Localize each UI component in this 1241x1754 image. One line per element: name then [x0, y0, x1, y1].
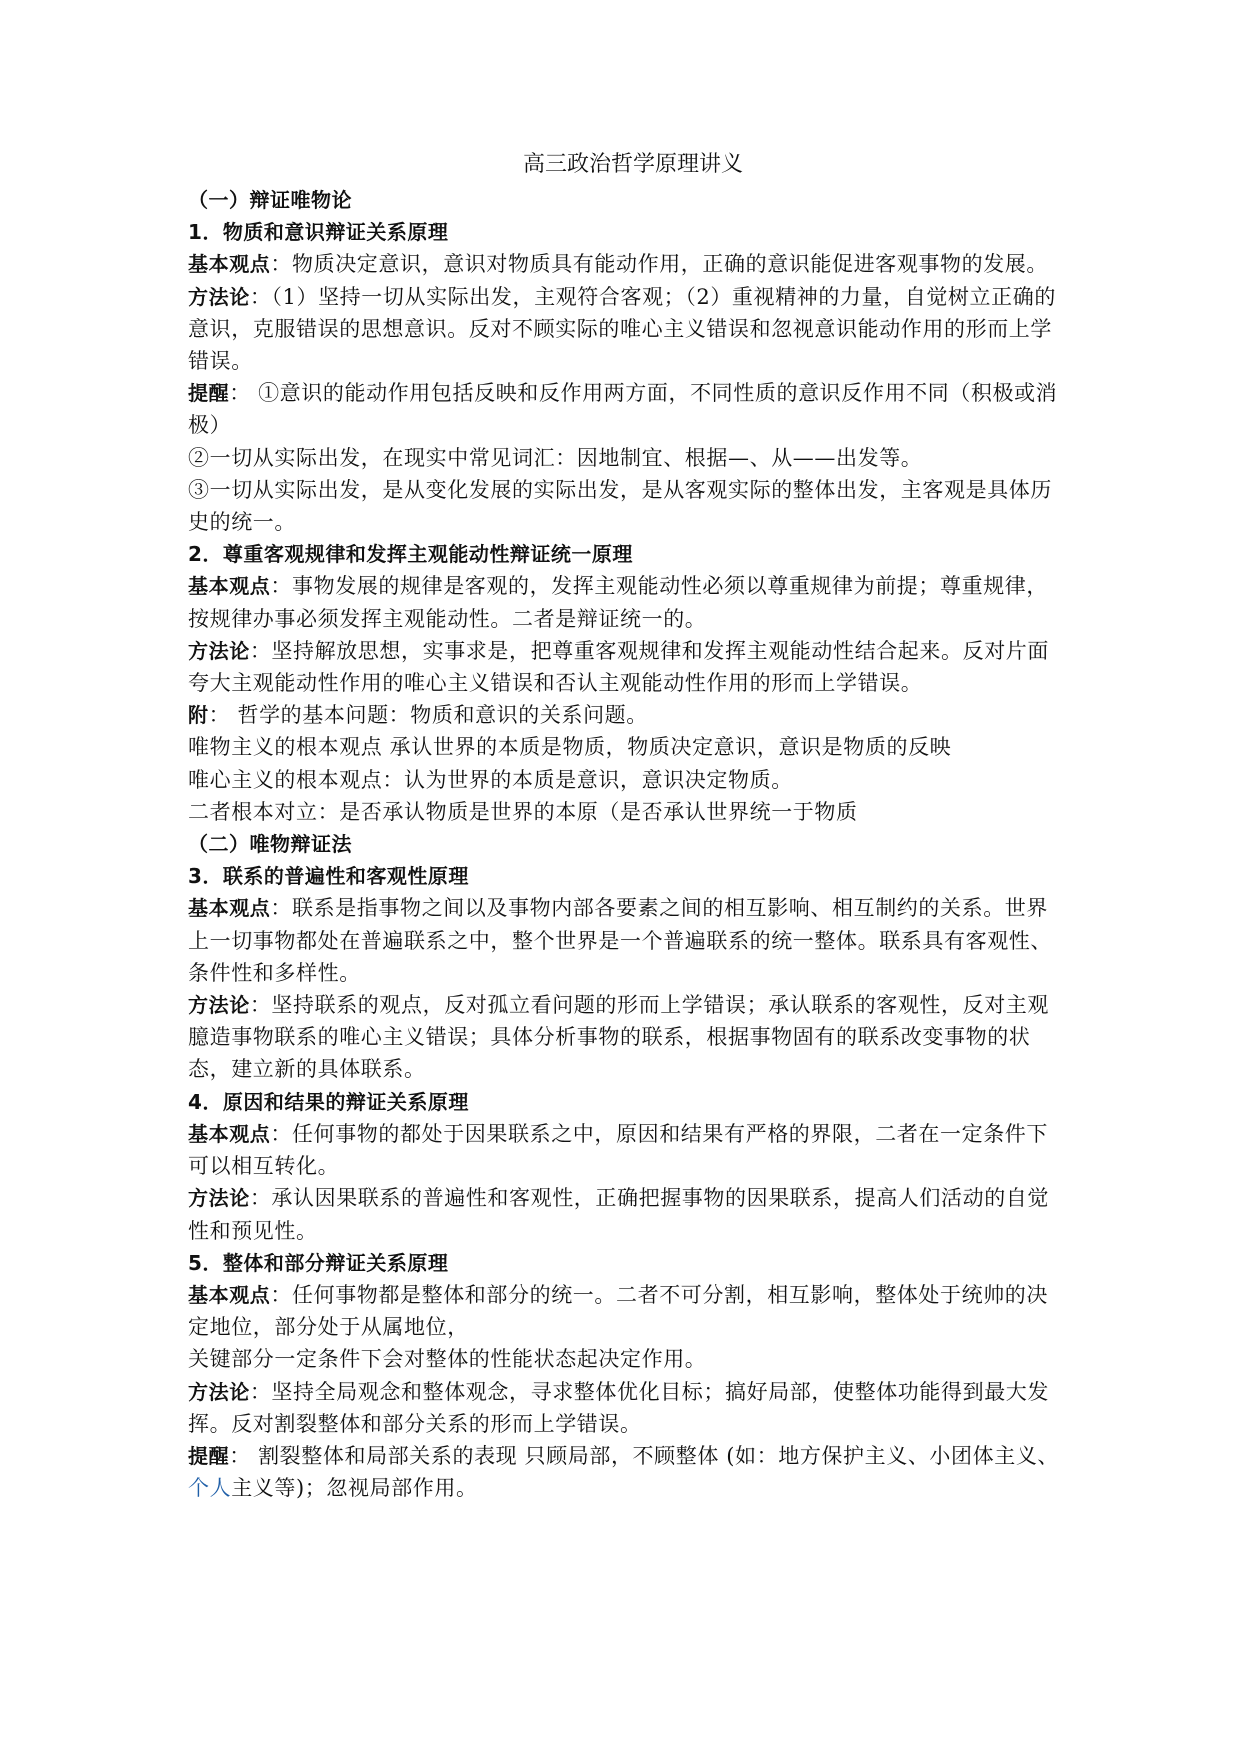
section2-heading: 2．尊重客观规律和发挥主观能动性辩证统一原理	[188, 542, 633, 567]
section1-methodology	[188, 281, 1068, 378]
section2-methodology	[188, 635, 1068, 699]
methodology-text: ：坚持解放思想，实事求是，把尊重客观规律和发挥主观能动性结合起来。反对片面夸大主观能动性作用的唯心主义错误和否认主观能动性作用的形而上学错误。	[188, 638, 1050, 696]
section2-basic-view	[188, 570, 1068, 634]
tip-text-end: 主义等)；忽视局部作用。	[231, 1476, 478, 1501]
document-title: 高三政治哲学原理讲义	[522, 152, 743, 177]
section1-tip	[188, 377, 1068, 441]
part1-heading: （一）辩证唯物论	[188, 188, 352, 212]
section1-tip-2: ②一切从实际出发，在现实中常见词汇：因地制宜、根据—、从——出发等。	[188, 445, 923, 470]
methodology-label: 方法论	[188, 1379, 250, 1404]
methodology-text: ：（1）坚持一切从实际出发，主观符合客观；（2）重视精神的力量，自觉树立正确的意识，克服错误的思想意识。反对不顾实际的唯心主义错误和忽视意识能动作用的形而上学错误。	[188, 284, 1056, 374]
section2-appendix-2: 唯物主义的根本观点 承认世界的本质是物质，物质决定意识，意识是物质的反映	[188, 735, 952, 760]
appendix-text: ： 哲学的基本问题：物质和意识的关系问题。	[208, 703, 648, 728]
section5-methodology	[188, 1376, 1068, 1440]
methodology-label: 方法论	[188, 1186, 250, 1211]
section3-methodology	[188, 989, 1068, 1086]
section1-basic-view	[188, 248, 1068, 280]
basic-view-label: 基本观点	[188, 1121, 271, 1146]
methodology-label: 方法论	[188, 993, 250, 1018]
methodology-label: 方法论	[188, 638, 250, 663]
section4-heading: 4．原因和结果的辩证关系原理	[188, 1089, 469, 1114]
section4-methodology	[188, 1182, 1068, 1246]
section2-appendix	[188, 699, 1068, 731]
section1-tip-3: ③一切从实际出发，是从变化发展的实际出发，是从客观实际的整体出发，主客观是具体历史的统一。	[188, 477, 1052, 535]
basic-view-label: 基本观点	[188, 252, 271, 277]
appendix-label: 附	[188, 703, 209, 728]
basic-view-text: ：联系是指事物之间以及事物内部各要素之间的相互影响、相互制约的关系。世界上一切事物都处在普遍联系之中，整个世界是一个普遍联系的统一整体。联系具有客观性、条件性和多样性。	[188, 896, 1052, 985]
part2-heading: （二）唯物辩证法	[188, 832, 352, 857]
section3-basic-view	[188, 892, 1068, 989]
basic-view-text: ：任何事物的都处于因果联系之中，原因和结果有严格的界限，二者在一定条件下可以相互转化。	[188, 1121, 1049, 1179]
tip-label: 提醒	[188, 1443, 230, 1468]
methodology-label: 方法论	[188, 284, 250, 309]
methodology-text: ：承认因果联系的普遍性和客观性，正确把握事物的因果联系，提高人们活动的自觉性和预见性。	[188, 1186, 1050, 1243]
methodology-text: ：坚持全局观念和整体观念，寻求整体优化目标；搞好局部，使整体功能得到最大发挥。反对割裂整体和部分关系的形而上学错误。	[188, 1379, 1050, 1436]
document-page	[188, 148, 1068, 1504]
tip-label: 提醒	[188, 381, 230, 406]
basic-view-text: ：任何事物都是整体和部分的统一。二者不可分割，相互影响，整体处于统帅的决定地位，部分处于从属地位，	[188, 1282, 1049, 1340]
methodology-text: ：坚持联系的观点，反对孤立看问题的形而上学错误；承认联系的客观性，反对主观臆造事物联系的唯心主义错误；具体分析事物的联系，根据事物固有的联系改变事物的状态，建立新的具体联系。	[188, 993, 1050, 1082]
basic-view-label: 基本观点	[188, 896, 271, 921]
section5-tip	[188, 1440, 1068, 1504]
section5-heading: 5．整体和部分辩证关系原理	[188, 1250, 449, 1275]
basic-view-text: ：事物发展的规律是客观的，发挥主观能动性必须以尊重规律为前提；尊重规律，按规律办事必须发挥主观能动性。二者是辩证统一的。	[188, 574, 1049, 631]
section2-appendix-4: 二者根本对立：是否承认物质是世界的本原（是否承认世界统一于物质	[188, 799, 858, 824]
tip-text: ： 割裂整体和局部关系的表现 只顾局部，不顾整体 (如：地方保护主义、小团体主义、	[229, 1443, 1060, 1468]
individual-link[interactable]: 个人	[188, 1476, 232, 1501]
section1-heading: 1．物质和意识辩证关系原理	[188, 220, 449, 245]
section5-basic-view	[188, 1279, 1068, 1343]
section4-basic-view	[188, 1118, 1068, 1182]
section2-appendix-3: 唯心主义的根本观点：认为世界的本质是意识，意识决定物质。	[188, 767, 793, 792]
section3-heading: 3．联系的普遍性和客观性原理	[188, 864, 469, 889]
basic-view-text: ：物质决定意识，意识对物质具有能动作用，正确的意识能促进客观事物的发展。	[270, 252, 1049, 277]
basic-view-label: 基本观点	[188, 574, 271, 599]
tip-text: ： ①意识的能动作用包括反映和反作用两方面，不同性质的意识反作用不同（积极或消极）	[188, 381, 1058, 438]
section5-basic-view-2: 关键部分一定条件下会对整体的性能状态起决定作用。	[188, 1347, 707, 1372]
basic-view-label: 基本观点	[188, 1282, 271, 1307]
